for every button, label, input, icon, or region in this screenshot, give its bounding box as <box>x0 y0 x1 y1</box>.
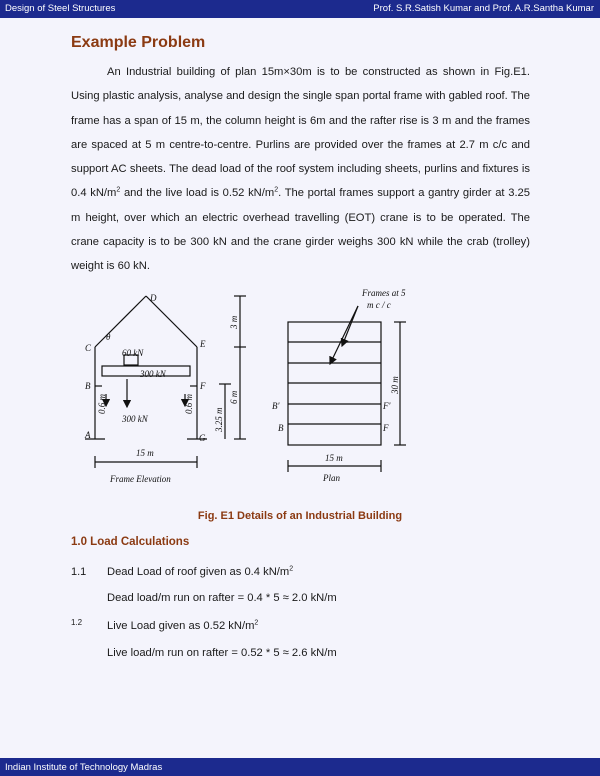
label-15m-plan: 15 m <box>325 453 343 463</box>
page-header <box>0 0 600 18</box>
label-300kn-crane: 300 kN <box>122 414 148 424</box>
page-footer <box>0 758 600 776</box>
superscript: 2 <box>116 186 121 194</box>
live-load-text: Live Load given as 0.52 $kN/m^2$ <box>107 619 259 632</box>
label-theta: θ <box>106 332 111 342</box>
label-b: B <box>85 381 91 391</box>
label-frame-elevation: Frame Elevation <box>110 474 171 484</box>
label-60kn: 60 kN <box>122 348 144 358</box>
main-content <box>71 34 530 279</box>
dead-load-calc: Dead load/m run on rafter = 0.4 * 5 ≈ 2.0 kN/m <box>107 592 337 604</box>
superscript: 2 <box>274 186 279 194</box>
label-b-prime: B' <box>272 401 280 411</box>
item-number: 1.1 <box>71 566 87 578</box>
section-title: 1.0 Load Calculations <box>71 536 190 548</box>
label-f-plan: F <box>383 423 389 433</box>
label-frames-note-2: m c / c <box>367 300 391 310</box>
paragraph-part-2: and the live load is 0.52 kN/m <box>120 187 275 200</box>
label-b-plan: B <box>278 423 284 433</box>
plan-drawing <box>288 306 406 472</box>
label-300kn-girder: 300 kN <box>140 369 166 379</box>
figure-e1 <box>80 284 520 494</box>
label-a: A <box>85 430 91 440</box>
label-325m: 3.25 m <box>214 407 224 432</box>
frame-elevation-drawing <box>85 296 246 468</box>
elevation-labels <box>84 293 239 484</box>
plan-labels <box>272 288 406 483</box>
label-f-prime: F' <box>383 401 391 411</box>
label-c: C <box>85 343 92 353</box>
header-right-text: Prof. S.R.Satish Kumar and Prof. A.R.Santha Kumar <box>373 3 594 14</box>
label-6m: 6 m <box>229 390 239 404</box>
live-load-calc: Live load/m run on rafter = 0.52 * 5 ≈ 2.6 kN/m <box>107 647 337 659</box>
label-plan: Plan <box>323 473 340 483</box>
label-06m-right: 0.6 m <box>184 394 194 414</box>
figure-caption: Fig. E1 Details of an Industrial Building <box>197 510 403 522</box>
header-left-text: Design of Steel Structures <box>5 3 116 14</box>
label-e: E <box>200 339 206 349</box>
item-number: 1.2 <box>71 618 83 627</box>
page-title: Example Problem <box>71 34 206 51</box>
figure-diagram <box>80 284 520 494</box>
paragraph-part-1: An Industrial building of plan 15m×30m is to be constructed as shown in Fig.E1. Using plastic analysis, analyse and design the single span portal frame with gabled roof. The frame has a span of 15 m, the column height is 6m and the rafter rise is 3 m and the frames are spaced at 5 m centre-to-centre. Purlins are provided over the frames at 2.7 m c/c and support AC sheets. The dead load of the roof system including sheets, purlins and fixtures is 0.4 kN/m <box>71 66 530 200</box>
label-frames-note-1: Frames at 5 <box>362 288 406 298</box>
label-f: F <box>200 381 206 391</box>
label-3m: 3 m <box>229 315 239 329</box>
label-g: G <box>199 433 206 443</box>
label-06m-left: 0.6 m <box>97 394 107 414</box>
label-d: D <box>150 293 157 303</box>
dead-load-text: Dead Load of roof given as 0.4 $kN/m^2$ <box>107 565 294 578</box>
label-30m: 30 m <box>390 376 400 394</box>
paragraph-part-3: . The portal frames support a gantry girder at 3.25 m height, over which an electric overhead travelling (EOT) crane is to be operated. The crane capacity is to be 300 kN and the crane girder weighs 300 kN while the crab (trolley) weight is 60 kN. <box>71 187 530 273</box>
label-span: 15 m <box>136 448 154 458</box>
footer-left-text: Indian Institute of Technology Madras <box>5 762 163 773</box>
problem-paragraph <box>71 60 530 279</box>
